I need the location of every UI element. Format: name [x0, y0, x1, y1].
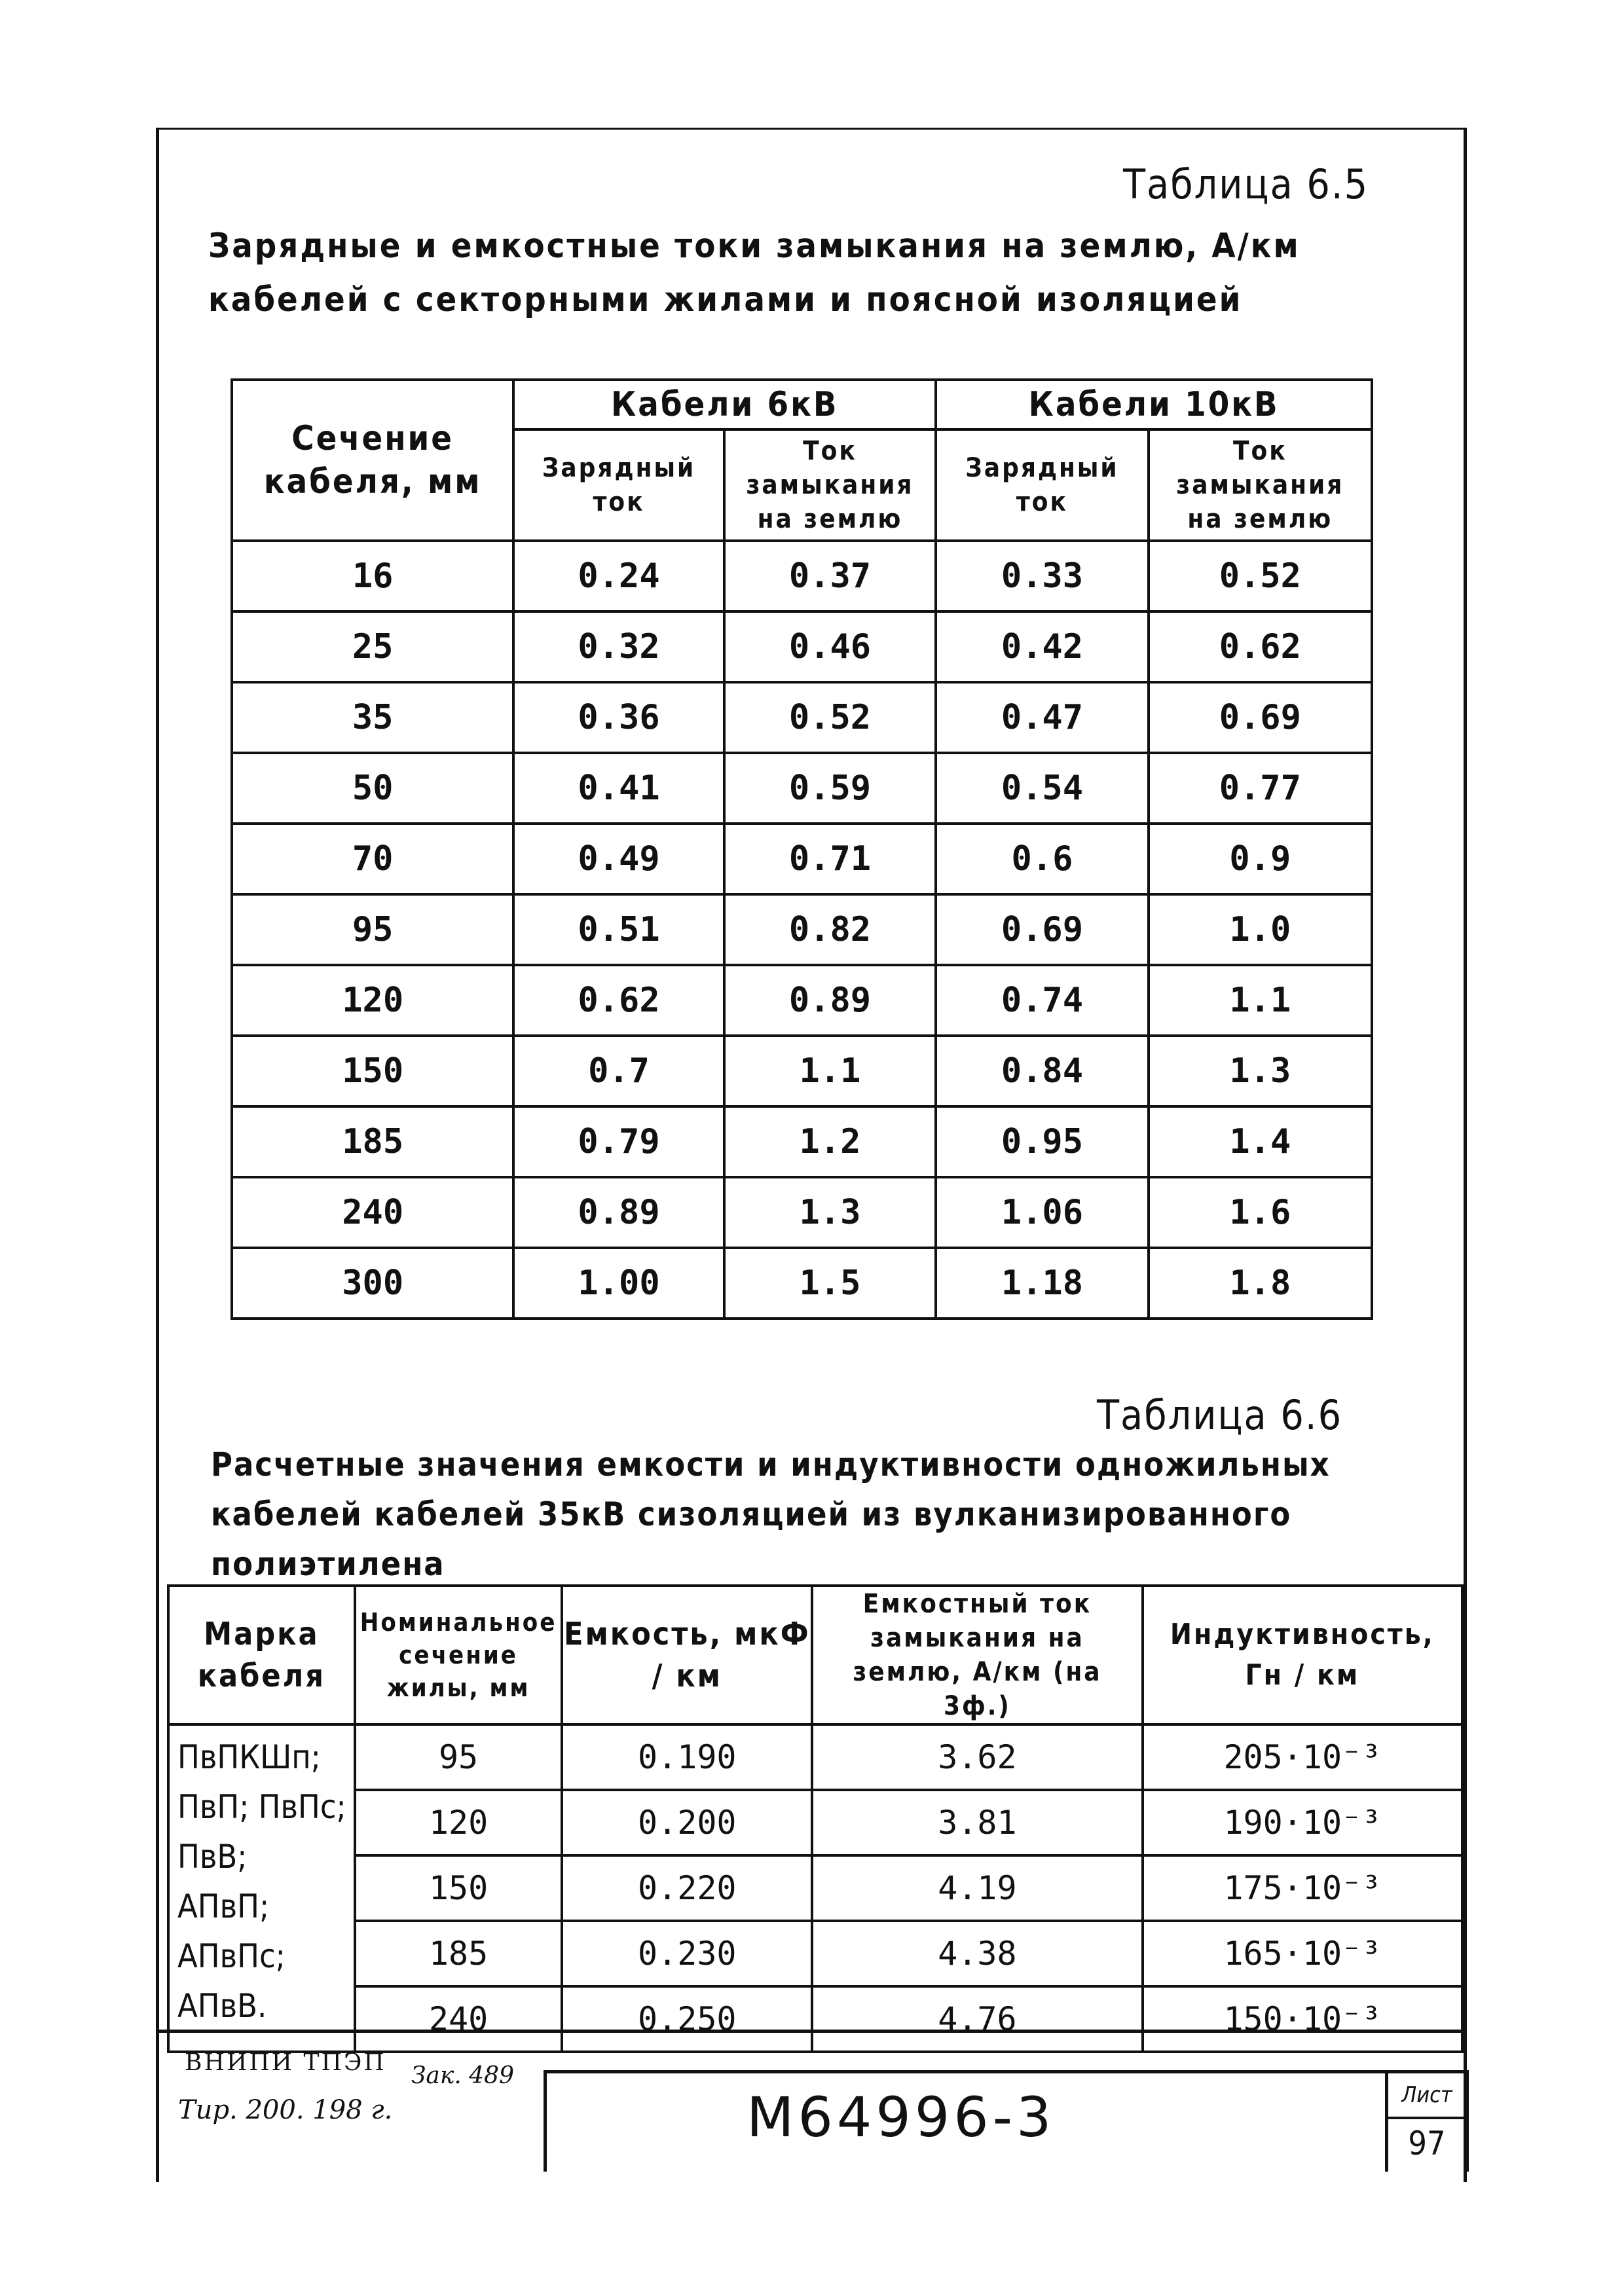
cell-fault-6kv: 1.3 — [724, 1177, 936, 1248]
header-capacity: Емкость, мкФ / км — [562, 1586, 812, 1724]
table-row — [232, 1248, 1372, 1319]
footer-order-number: Зак. 489 — [411, 2062, 514, 2089]
table-6-5-title-line2: кабелей с секторными жилами и поясной изоляцией — [208, 280, 1243, 319]
cell-charge-10kv: 0.33 — [936, 541, 1148, 611]
brand-line: ПвВ; — [177, 1838, 248, 1876]
header-fault-current-6kv: Ток замыкания на землю — [724, 429, 936, 541]
cell-fault-10kv: 1.6 — [1149, 1177, 1372, 1248]
table-6-6-title-line2: кабелей кабелей 35кВ сизоляцией из вулканизированного — [211, 1495, 1292, 1533]
cell-charge-6kv: 0.89 — [513, 1177, 724, 1248]
cell-section: 120 — [232, 965, 513, 1036]
table-row — [232, 753, 1372, 824]
cell-section: 50 — [232, 753, 513, 824]
cell-nominal-section: 240 — [355, 1986, 563, 2052]
cell-fault-10kv: 0.69 — [1149, 682, 1372, 753]
cell-inductance: 150·10⁻³ — [1143, 1986, 1462, 2052]
brand-line: ПвПКШп; — [177, 1738, 321, 1776]
cell-inductance: 190·10⁻³ — [1143, 1790, 1462, 1855]
cell-charge-10kv: 0.47 — [936, 682, 1148, 753]
cell-fault-6kv: 0.82 — [724, 894, 936, 965]
table-6-5-number: Таблица 6.5 — [1123, 160, 1369, 208]
sheet-label: Лист — [1388, 2073, 1466, 2119]
table-row — [168, 1921, 1462, 1986]
table-row — [232, 894, 1372, 965]
table-6-5 — [231, 378, 1373, 1320]
cell-capacity: 0.200 — [562, 1790, 812, 1855]
table-6-6-number: Таблица 6.6 — [1097, 1391, 1343, 1439]
brand-line: АПвП; — [177, 1887, 270, 1925]
cell-section: 185 — [232, 1106, 513, 1177]
cell-fault-6kv: 0.89 — [724, 965, 936, 1036]
table-row — [232, 611, 1372, 682]
header-cable-brand: Марка кабеля — [168, 1586, 355, 1724]
brand-line: ПвП; ПвПс; — [177, 1788, 346, 1826]
document-code: М64996-3 — [747, 2085, 1056, 2149]
cell-capacity: 0.220 — [562, 1855, 812, 1921]
cell-capacity: 0.190 — [562, 1724, 812, 1790]
cell-charge-10kv: 1.06 — [936, 1177, 1148, 1248]
cell-capacity: 0.230 — [562, 1921, 812, 1986]
header-section: Сечение кабеля, мм — [232, 380, 513, 541]
header-cables-6kv: Кабели 6кВ — [513, 380, 936, 429]
cell-section: 16 — [232, 541, 513, 611]
cell-capacitive-current: 3.62 — [812, 1724, 1143, 1790]
table-row — [232, 965, 1372, 1036]
cell-charge-10kv: 0.74 — [936, 965, 1148, 1036]
cell-fault-6kv: 1.1 — [724, 1036, 936, 1106]
cell-fault-10kv: 0.9 — [1149, 824, 1372, 894]
header-charge-current-6kv: Зарядный ток — [513, 429, 724, 541]
header-inductance: Индуктивность, Гн / км — [1143, 1586, 1462, 1724]
table-row — [168, 1790, 1462, 1855]
cell-fault-10kv: 0.52 — [1149, 541, 1372, 611]
cell-capacitive-current: 4.76 — [812, 1986, 1143, 2052]
cell-charge-6kv: 0.49 — [513, 824, 724, 894]
table-6-6-title-line1: Расчетные значения емкости и индуктивности одножильных — [211, 1446, 1331, 1484]
cell-capacitive-current: 4.19 — [812, 1855, 1143, 1921]
cell-fault-6kv: 1.2 — [724, 1106, 936, 1177]
sheet-number-box — [1385, 2070, 1469, 2172]
cell-inductance: 165·10⁻³ — [1143, 1921, 1462, 1986]
cell-charge-6kv: 0.32 — [513, 611, 724, 682]
cell-capacitive-current: 3.81 — [812, 1790, 1143, 1855]
cell-nominal-section: 185 — [355, 1921, 563, 1986]
cell-charge-6kv: 0.7 — [513, 1036, 724, 1106]
cell-cable-brands — [168, 1724, 355, 2052]
cell-section: 150 — [232, 1036, 513, 1106]
cell-fault-6kv: 0.59 — [724, 753, 936, 824]
sheet-number: 97 — [1408, 2124, 1446, 2162]
footer-print-run: Тир. 200. 198 г. — [178, 2095, 393, 2125]
cell-fault-10kv: 1.4 — [1149, 1106, 1372, 1177]
cell-charge-6kv: 0.24 — [513, 541, 724, 611]
table-row — [168, 1855, 1462, 1921]
cell-fault-6kv: 0.37 — [724, 541, 936, 611]
cell-charge-10kv: 0.69 — [936, 894, 1148, 965]
cell-nominal-section: 120 — [355, 1790, 563, 1855]
cell-section: 35 — [232, 682, 513, 753]
cell-inductance: 205·10⁻³ — [1143, 1724, 1462, 1790]
header-fault-current-10kv: Ток замыкания на землю — [1149, 429, 1372, 541]
header-cables-10kv: Кабели 10кВ — [936, 380, 1372, 429]
table-row — [232, 824, 1372, 894]
cell-section: 70 — [232, 824, 513, 894]
cell-fault-10kv: 0.62 — [1149, 611, 1372, 682]
cell-fault-6kv: 0.46 — [724, 611, 936, 682]
cell-nominal-section: 150 — [355, 1855, 563, 1921]
table-6-5-title-line1: Зарядные и емкостные токи замыкания на землю, А/км — [208, 227, 1301, 266]
cell-section: 95 — [232, 894, 513, 965]
cell-inductance: 175·10⁻³ — [1143, 1855, 1462, 1921]
cell-charge-10kv: 0.84 — [936, 1036, 1148, 1106]
cell-charge-10kv: 0.6 — [936, 824, 1148, 894]
table-row — [232, 1036, 1372, 1106]
cell-charge-6kv: 0.79 — [513, 1106, 724, 1177]
cell-fault-10kv: 1.3 — [1149, 1036, 1372, 1106]
cell-nominal-section: 95 — [355, 1724, 563, 1790]
header-charge-current-10kv: Зарядный ток — [936, 429, 1148, 541]
cell-fault-10kv: 0.77 — [1149, 753, 1372, 824]
table-row — [232, 1177, 1372, 1248]
cell-fault-10kv: 1.0 — [1149, 894, 1372, 965]
cell-section: 300 — [232, 1248, 513, 1319]
cell-charge-10kv: 0.54 — [936, 753, 1148, 824]
footer-organization: ВНИПИ ТПЭП — [185, 2049, 386, 2076]
table-6-6 — [167, 1584, 1464, 2053]
cell-charge-10kv: 0.95 — [936, 1106, 1148, 1177]
cell-charge-10kv: 1.18 — [936, 1248, 1148, 1319]
brand-line: АПвВ. — [177, 1987, 267, 2025]
cell-charge-6kv: 0.36 — [513, 682, 724, 753]
cell-fault-10kv: 1.1 — [1149, 965, 1372, 1036]
cell-charge-6kv: 0.41 — [513, 753, 724, 824]
table-row — [232, 541, 1372, 611]
cell-charge-6kv: 0.51 — [513, 894, 724, 965]
cell-section: 240 — [232, 1177, 513, 1248]
table-row — [232, 682, 1372, 753]
cell-charge-6kv: 1.00 — [513, 1248, 724, 1319]
header-capacitive-current: Емкостный ток замыкания на землю, А/км (на 3ф.) — [812, 1586, 1143, 1724]
cell-capacitive-current: 4.38 — [812, 1921, 1143, 1986]
brand-line: АПвПс; — [177, 1937, 286, 1975]
cell-charge-10kv: 0.42 — [936, 611, 1148, 682]
table-row — [168, 1724, 1462, 1790]
table-row — [232, 1106, 1372, 1177]
table-6-6-title-line3: полиэтилена — [211, 1545, 445, 1583]
footer-divider — [156, 2030, 1464, 2033]
cell-section: 25 — [232, 611, 513, 682]
cell-capacity: 0.250 — [562, 1986, 812, 2052]
cell-fault-10kv: 1.8 — [1149, 1248, 1372, 1319]
header-nominal-section: Номинальное сечение жилы, мм — [355, 1586, 563, 1724]
cell-fault-6kv: 0.71 — [724, 824, 936, 894]
cell-charge-6kv: 0.62 — [513, 965, 724, 1036]
cell-fault-6kv: 1.5 — [724, 1248, 936, 1319]
table-row — [168, 1986, 1462, 2052]
cell-fault-6kv: 0.52 — [724, 682, 936, 753]
